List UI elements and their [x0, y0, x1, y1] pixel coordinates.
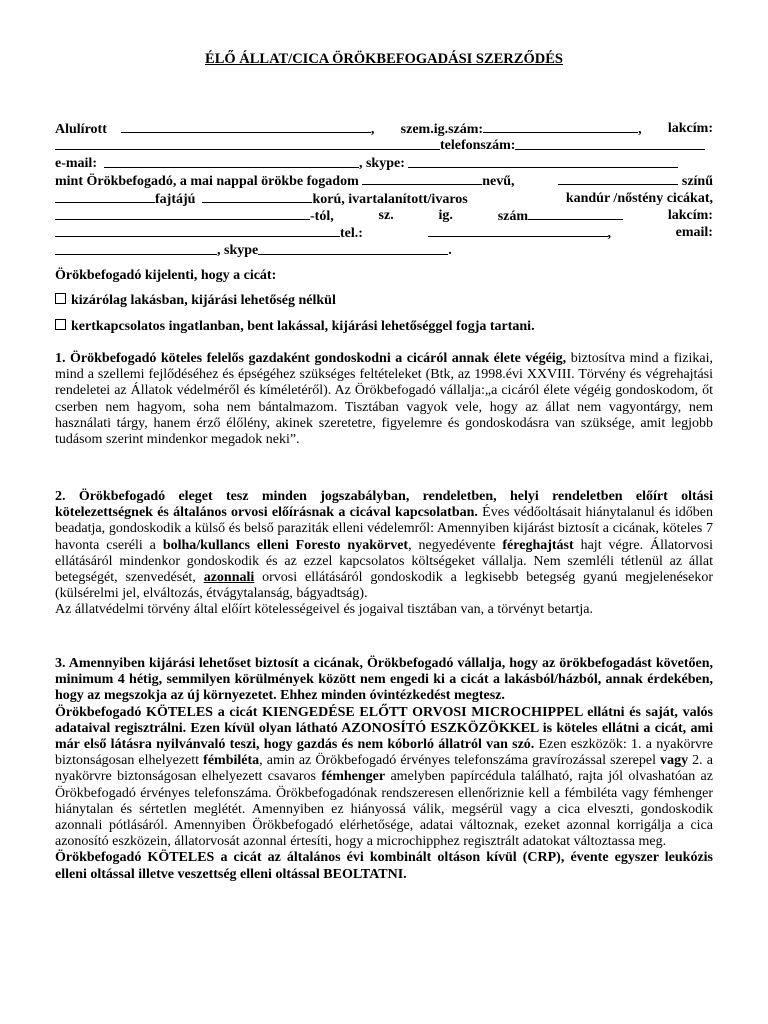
form-line	[55, 190, 713, 207]
form-label: sz.	[378, 207, 394, 223]
option-outdoor-label: kertkapcsolatos ingatlanban, bent lakással, kijárási lehetőséggel fogja tartani.	[71, 319, 535, 334]
name-blank[interactable]	[121, 120, 371, 133]
skype-blank[interactable]	[408, 155, 678, 168]
section-2-text: hajt végre. Állatorvosi ellátásáról mindenkor gondoskodik és az ezzel kapcsolatos költségeket vállalja. Nem szemléli tétlenül az állat betegségét, szenvedését,	[55, 537, 713, 586]
section-2-immediate: azonnali	[203, 570, 255, 586]
form-label: , skype	[217, 242, 259, 258]
section-2-text: Éves védőoltásait hiánytalanul és időben beadatja, gondoskodik a külső és belső paraziták elleni védelemről: Amennyiben kijárást biztosít a cicának, köteles 7 havonta cseréli a	[55, 505, 714, 553]
section-3-heading: 3. Amennyiben kijárási lehetőset biztosít a cicának, Örökbefogadó vállalja, hogy az örökbefogadást követően, minimum 4 hétig, semmilyen körülmények között nem engedi ki a cicát a lakásból/házból, annak érdekében, hogy az megszokja az új környezetet. Ehhez minden óvintézkedést megtesz.	[55, 656, 713, 704]
id-number-blank[interactable]	[483, 120, 638, 133]
section-2-text: , negyedévente	[408, 537, 503, 553]
section-3-microchip: Örökbefogadó KÖTELES a cicát KIENGEDÉSE ELŐTT ORVOSI MICROCHIPPEL ellátni és saját, valós adataival regisztrálni. Ezen kívül olyan látható AZONOSÍTÓ ESZKÖZÖKKEL is köteles ellátni a cicát, ami már első látásra nyilvánvaló teszi, hogy gazdás és nem kóborló állatról van szó.	[55, 704, 713, 753]
section-3	[55, 656, 713, 883]
cat-name-blank[interactable]	[362, 172, 482, 185]
section-3-tag: fémbiléta	[203, 753, 260, 769]
section-3-or: vagy	[660, 753, 689, 769]
email-blank[interactable]	[104, 155, 359, 168]
breed-blank[interactable]	[55, 190, 155, 203]
form-label: email:	[675, 225, 713, 241]
form-line	[55, 172, 713, 189]
form-label: e-mail:	[55, 155, 97, 171]
form-label: lakcím:	[667, 121, 713, 136]
section-3-text: amelyben papírcédula található, rajta jól olvashatóan az Örökbefogadó érvényes telefonszáma. Örökbefogadónak rendszeresen ellenőriznie kell a fémbiléta vagy fémhenger hiánytalan és sértetlen meglétét. Amennyiben ez hiányossá válik, megsérül vagy a cica elveszti, gondoskodik azonnali pótlásáról. Amennyiben Örökbefogadó elérhetősége, adatai változnak, ezeket azonnal korrigálja a cica azonosító eszközein, állatorvosát azonnal értesíti, hogy a microchipphez regisztrált adatokat változtassa meg.	[55, 769, 713, 850]
form-label: ig.	[438, 207, 453, 223]
section-3-cylinder: fémhenger	[321, 769, 386, 785]
section-2-law: Az állatvédelmi törvény által előírt kötelességeivel és jogaival tisztában van, a törvényt betartja.	[55, 602, 594, 618]
form-label: szem.ig.szám:	[400, 122, 484, 137]
form-label: -tól,	[310, 208, 334, 224]
section-2	[55, 489, 713, 619]
section-1	[55, 351, 713, 448]
form-line: tel.: , email:	[55, 224, 713, 241]
personal-data-form	[55, 120, 713, 259]
option-indoor-checkbox[interactable]	[55, 293, 66, 304]
form-label: korú, ivartalanított/ivaros	[312, 191, 468, 207]
giver-address-blank[interactable]	[55, 224, 340, 237]
address-blank[interactable]	[55, 137, 440, 150]
form-label: mint Örökbefogadó, a mai nappal örökbe fogadom	[55, 174, 359, 190]
giver-email-blank[interactable]	[55, 242, 217, 255]
age-blank[interactable]	[202, 190, 312, 203]
section-2-heading: 2. Örökbefogadó eleget tesz minden jogszabályban, rendeletben, helyi rendeletben előírt oltási kötelezettségnek és általános orvosi előírásnak a cicával kapcsolatban.	[55, 489, 713, 521]
section-1-heading: 1. Örökbefogadó köteles felelős gazdaként gondoskodni a cicáról annak élete végéig,	[55, 351, 567, 366]
form-line: e-mail: , skype:	[55, 155, 713, 172]
from-blank[interactable]	[55, 207, 310, 220]
form-line	[55, 242, 713, 259]
form-label: fajtájú	[155, 191, 196, 207]
form-label: .	[448, 242, 452, 258]
section-3-text: Ezen eszközök: 1. a nyakörvre biztonságosan elhelyezett	[55, 737, 713, 769]
option-indoor-label: kizárólag lakásban, kijárási lehetőség nélkül	[71, 293, 336, 308]
form-label: szám	[497, 208, 529, 224]
section-2-collar: bolha/kullancs elleni Foresto nyakörvet	[162, 537, 409, 553]
form-label: lakcím:	[667, 207, 713, 223]
form-label: tel.:	[340, 226, 363, 242]
form-label: nevű,	[482, 174, 515, 190]
declaration-intro: Örökbefogadó kijelenti, hogy a cicát:	[55, 268, 277, 283]
option-outdoor	[55, 319, 535, 335]
section-2-deworming: féreghajtást	[502, 537, 574, 553]
section-1-text: biztosítva mind a fizikai, mind a szellemi fejlődéséhez és épségéhez szükséges feltételeket (Btk, az 1998.évi XXVIII. Törvény és végrehajtási rendeletei az Állatok védelméről és kíméletéről). Az Örökbefogadó vállalja:„a cicáról élete végéig gondoskodom, őt cserben nem hagyom, soha nem bántalmazom. Tisztában vagyok vele, hogy az állat nem vagyontárgy, nem használati tárgy, hanem érző élőlény, akinek szeretetre, figyelemre és gondoskodásra van szüksége, amit legjobb tudásom szerint mindenkor megadok neki”.	[55, 351, 713, 448]
form-line	[55, 137, 713, 154]
giver-phone-blank[interactable]	[428, 224, 608, 237]
color-blank[interactable]	[558, 172, 678, 185]
form-line	[55, 207, 713, 224]
section-3-vaccination: Örökbefogadó KÖTELES a cicát az általános évi kombinált oltáson kívül (CRP), évente egyszer leukózis elleni oltással illetve veszettség elleni oltással BEOLTATNI.	[55, 850, 713, 882]
form-label: Alulírott	[55, 122, 107, 137]
form-label: színű	[681, 174, 713, 190]
giver-id-blank[interactable]	[528, 207, 623, 220]
section-3-text: , amin az Örökbefogadó érvényes telefonszáma gravírozással szerepel	[259, 753, 661, 769]
giver-skype-blank[interactable]	[258, 242, 448, 255]
option-indoor	[55, 293, 336, 309]
form-label: kandúr /nőstény cicákat,	[565, 190, 713, 206]
option-outdoor-checkbox[interactable]	[55, 319, 66, 330]
document-title: ÉLŐ ÁLLAT/CICA ÖRÖKBEFOGADÁSI SZERZŐDÉS	[205, 51, 563, 67]
section-3-text: 2. a nyakörvre biztonságosan elhelyezett csavaros	[55, 753, 713, 785]
section-2-text: orvosi ellátásáról gondoskodik a legkisebb betegség gyanú megjelenésekor (külsérelmi jel, elváltozás, étvágytalanság, bágyadtság).	[55, 570, 713, 602]
phone-blank[interactable]	[515, 137, 705, 150]
form-label: skype:	[365, 155, 405, 171]
form-line: Alulírott , szem.ig.szám: , lakcím:	[55, 121, 713, 137]
form-label: telefonszám:	[440, 138, 516, 154]
